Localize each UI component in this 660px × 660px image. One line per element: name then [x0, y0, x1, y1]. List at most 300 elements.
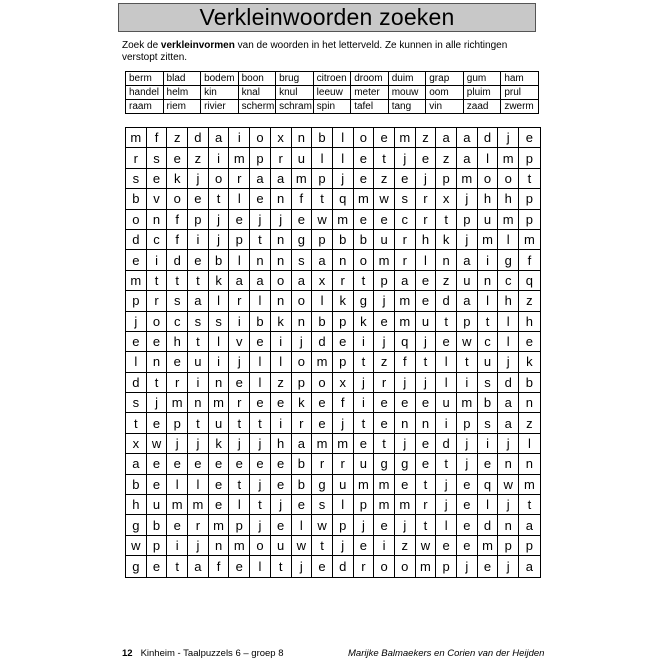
grid-cell: u — [457, 271, 478, 291]
grid-cell: n — [333, 250, 354, 270]
grid-cell: t — [147, 271, 168, 291]
grid-cell: j — [395, 515, 416, 535]
grid-cell: l — [436, 373, 457, 393]
grid-cell: t — [312, 536, 333, 556]
grid-cell: s — [478, 413, 499, 433]
grid-cell: j — [229, 434, 250, 454]
grid-cell: r — [333, 271, 354, 291]
grid-cell: a — [250, 169, 271, 189]
word-row — [126, 72, 539, 86]
grid-cell: a — [436, 128, 457, 148]
grid-cell: b — [312, 128, 333, 148]
grid-cell: z — [436, 148, 457, 168]
grid-cell: o — [209, 169, 230, 189]
grid-cell: i — [209, 148, 230, 168]
grid-cell: u — [292, 148, 313, 168]
grid-cell: e — [354, 210, 375, 230]
grid-cell: e — [147, 556, 168, 576]
grid-cell: e — [354, 536, 375, 556]
grid-cell: p — [229, 515, 250, 535]
grid-cell: b — [478, 393, 499, 413]
word-list-table — [125, 71, 539, 114]
grid-cell: m — [374, 250, 395, 270]
grid-cell: s — [209, 312, 230, 332]
grid-cell: i — [271, 413, 292, 433]
grid-cell: q — [333, 189, 354, 209]
grid-cell: g — [292, 230, 313, 250]
grid-cell: j — [416, 169, 437, 189]
grid-cell: h — [519, 312, 540, 332]
grid-cell: b — [147, 515, 168, 535]
grid-cell: i — [478, 434, 499, 454]
grid-cell: j — [333, 169, 354, 189]
grid-cell: e — [188, 454, 209, 474]
grid-cell: o — [354, 250, 375, 270]
grid-cell: n — [209, 536, 230, 556]
grid-cell: m — [312, 434, 333, 454]
grid-cell: e — [167, 148, 188, 168]
word-cell: leeuw — [313, 86, 351, 100]
grid-cell: g — [126, 515, 147, 535]
grid-cell: r — [416, 189, 437, 209]
instructions-suffix: van de woorden in het letterveld. Ze kunnen in alle richtingen verstopt zitten. — [122, 40, 508, 63]
grid-cell: e — [416, 454, 437, 474]
word-cell: duim — [388, 72, 426, 86]
grid-cell: z — [416, 128, 437, 148]
grid-cell: j — [498, 434, 519, 454]
grid-cell: n — [292, 128, 313, 148]
word-cell: bodem — [201, 72, 239, 86]
grid-cell: n — [478, 271, 499, 291]
grid-cell: b — [292, 454, 313, 474]
grid-cell: n — [271, 189, 292, 209]
grid-cell: k — [209, 271, 230, 291]
grid-cell: p — [374, 271, 395, 291]
grid-cell: a — [209, 128, 230, 148]
grid-cell: w — [498, 475, 519, 495]
grid-cell: j — [498, 352, 519, 372]
grid-cell: e — [374, 128, 395, 148]
grid-cell: n — [498, 515, 519, 535]
grid-cell: e — [416, 393, 437, 413]
grid-cell: d — [333, 556, 354, 576]
grid-cell: h — [478, 189, 499, 209]
grid-cell: k — [519, 352, 540, 372]
grid-cell: o — [498, 169, 519, 189]
grid-cell: i — [271, 332, 292, 352]
grid-cell: m — [498, 210, 519, 230]
grid-cell: t — [457, 352, 478, 372]
grid-cell: l — [250, 556, 271, 576]
grid-cell: m — [519, 230, 540, 250]
grid-cell: e — [478, 454, 499, 474]
grid-cell: w — [312, 515, 333, 535]
grid-cell: m — [188, 495, 209, 515]
grid-cell: o — [354, 128, 375, 148]
grid-cell: p — [333, 352, 354, 372]
grid-cell: a — [498, 393, 519, 413]
grid-cell: z — [519, 291, 540, 311]
grid-cell: o — [292, 352, 313, 372]
grid-cell: l — [250, 352, 271, 372]
grid-cell: l — [312, 291, 333, 311]
grid-cell: l — [436, 352, 457, 372]
grid-cell: q — [478, 475, 499, 495]
grid-cell: k — [292, 393, 313, 413]
grid-cell: n — [147, 352, 168, 372]
grid-cell: k — [354, 312, 375, 332]
grid-cell: c — [478, 332, 499, 352]
grid-cell: l — [167, 475, 188, 495]
grid-cell: l — [271, 352, 292, 372]
grid-cell: j — [292, 332, 313, 352]
grid-cell: z — [374, 352, 395, 372]
grid-cell: n — [519, 393, 540, 413]
word-cell: pluim — [463, 86, 501, 100]
grid-cell: m — [395, 291, 416, 311]
grid-cell: m — [333, 434, 354, 454]
grid-cell: j — [457, 454, 478, 474]
grid-cell: d — [436, 434, 457, 454]
grid-cell: e — [147, 454, 168, 474]
grid-cell: r — [271, 148, 292, 168]
grid-cell: e — [354, 169, 375, 189]
grid-cell: t — [271, 556, 292, 576]
grid-cell: n — [416, 413, 437, 433]
grid-cell: x — [436, 189, 457, 209]
grid-cell: e — [271, 475, 292, 495]
grid-cell: p — [229, 230, 250, 250]
grid-cell: p — [312, 230, 333, 250]
grid-cell: e — [478, 556, 499, 576]
letter-grid — [125, 127, 541, 578]
grid-cell: m — [209, 393, 230, 413]
grid-cell: j — [250, 434, 271, 454]
grid-cell: x — [312, 271, 333, 291]
grid-cell: n — [209, 373, 230, 393]
grid-cell: s — [188, 312, 209, 332]
grid-cell: t — [354, 413, 375, 433]
grid-cell: j — [333, 536, 354, 556]
grid-cell: e — [126, 332, 147, 352]
word-cell: vin — [426, 100, 464, 114]
grid-cell: j — [188, 434, 209, 454]
grid-cell: p — [292, 373, 313, 393]
grid-cell: e — [457, 495, 478, 515]
grid-cell: e — [147, 332, 168, 352]
word-row — [126, 86, 539, 100]
grid-cell: l — [250, 373, 271, 393]
grid-cell: r — [395, 250, 416, 270]
grid-cell: n — [292, 312, 313, 332]
grid-cell: r — [229, 291, 250, 311]
grid-cell: a — [457, 291, 478, 311]
grid-cell: e — [395, 169, 416, 189]
grid-cell: m — [354, 475, 375, 495]
grid-cell: j — [498, 556, 519, 576]
grid-cell: e — [312, 413, 333, 433]
grid-cell: o — [271, 271, 292, 291]
grid-cell: o — [395, 556, 416, 576]
grid-cell: z — [271, 373, 292, 393]
grid-cell: e — [292, 210, 313, 230]
grid-cell: t — [209, 189, 230, 209]
grid-cell: t — [312, 189, 333, 209]
grid-cell: e — [519, 128, 540, 148]
grid-cell: z — [395, 536, 416, 556]
grid-cell: d — [126, 373, 147, 393]
grid-cell: j — [498, 128, 519, 148]
grid-cell: t — [416, 352, 437, 372]
grid-cell: t — [188, 332, 209, 352]
grid-cell: i — [478, 250, 499, 270]
grid-cell: t — [416, 475, 437, 495]
grid-cell: k — [271, 312, 292, 332]
grid-cell: p — [126, 291, 147, 311]
grid-cell: j — [416, 332, 437, 352]
grid-cell: a — [498, 413, 519, 433]
grid-cell: t — [188, 413, 209, 433]
grid-cell: l — [498, 312, 519, 332]
book-title: Kinheim - Taalpuzzels 6 – groep 8 — [140, 648, 284, 659]
grid-cell: i — [354, 332, 375, 352]
grid-cell: b — [354, 230, 375, 250]
grid-cell: m — [395, 495, 416, 515]
grid-cell: j — [354, 515, 375, 535]
grid-cell: s — [478, 373, 499, 393]
grid-cell: o — [374, 556, 395, 576]
grid-cell: m — [416, 556, 437, 576]
word-cell: raam — [126, 100, 164, 114]
grid-cell: p — [519, 210, 540, 230]
grid-cell: l — [229, 250, 250, 270]
grid-cell: l — [126, 352, 147, 372]
grid-cell: j — [250, 475, 271, 495]
grid-cell: m — [209, 515, 230, 535]
grid-cell: m — [395, 312, 416, 332]
grid-cell: l — [312, 148, 333, 168]
grid-cell: e — [354, 434, 375, 454]
grid-cell: e — [374, 393, 395, 413]
grid-cell: i — [354, 393, 375, 413]
grid-cell: p — [333, 312, 354, 332]
grid-cell: i — [229, 128, 250, 148]
grid-cell: b — [333, 230, 354, 250]
word-cell: tang — [388, 100, 426, 114]
grid-cell: z — [436, 271, 457, 291]
grid-cell: h — [498, 189, 519, 209]
grid-cell: e — [519, 332, 540, 352]
grid-cell: m — [333, 210, 354, 230]
grid-cell: e — [167, 352, 188, 372]
grid-cell: g — [126, 556, 147, 576]
word-cell: berm — [126, 72, 164, 86]
grid-cell: c — [167, 312, 188, 332]
grid-cell: e — [271, 393, 292, 413]
word-cell: schram — [276, 100, 314, 114]
grid-cell: z — [519, 413, 540, 433]
grid-cell: e — [292, 495, 313, 515]
word-cell: oom — [426, 86, 464, 100]
grid-cell: m — [312, 352, 333, 372]
grid-cell: p — [147, 536, 168, 556]
grid-cell: i — [188, 230, 209, 250]
grid-cell: l — [498, 332, 519, 352]
grid-cell: w — [457, 332, 478, 352]
grid-cell: e — [354, 148, 375, 168]
grid-cell: d — [478, 515, 499, 535]
grid-cell: n — [271, 230, 292, 250]
grid-cell: l — [333, 128, 354, 148]
grid-cell: i — [229, 312, 250, 332]
grid-cell: e — [229, 210, 250, 230]
grid-cell: j — [292, 556, 313, 576]
grid-cell: u — [478, 210, 499, 230]
grid-cell: r — [333, 454, 354, 474]
grid-cell: u — [147, 495, 168, 515]
grid-cell: g — [312, 475, 333, 495]
grid-cell: t — [354, 271, 375, 291]
grid-cell: x — [271, 128, 292, 148]
grid-cell: o — [147, 312, 168, 332]
grid-cell: p — [457, 312, 478, 332]
grid-cell: l — [250, 291, 271, 311]
grid-cell: v — [147, 189, 168, 209]
word-cell: handel — [126, 86, 164, 100]
grid-cell: p — [436, 169, 457, 189]
grid-cell: d — [498, 373, 519, 393]
grid-cell: n — [271, 250, 292, 270]
instructions-prefix: Zoek de — [122, 40, 161, 51]
grid-cell: m — [374, 495, 395, 515]
grid-cell: e — [229, 556, 250, 576]
grid-cell: d — [188, 128, 209, 148]
grid-cell: n — [147, 210, 168, 230]
grid-cell: m — [126, 128, 147, 148]
grid-cell: e — [457, 536, 478, 556]
grid-cell: m — [167, 393, 188, 413]
grid-cell: e — [250, 454, 271, 474]
grid-cell: m — [229, 148, 250, 168]
grid-cell: b — [126, 475, 147, 495]
grid-cell: p — [333, 515, 354, 535]
grid-cell: b — [126, 189, 147, 209]
word-cell: citroen — [313, 72, 351, 86]
grid-cell: t — [229, 413, 250, 433]
grid-cell: e — [229, 454, 250, 474]
grid-cell: q — [519, 271, 540, 291]
grid-cell: u — [416, 312, 437, 332]
grid-cell: m — [395, 128, 416, 148]
grid-cell: r — [147, 291, 168, 311]
word-cell: blad — [163, 72, 201, 86]
grid-cell: e — [374, 312, 395, 332]
grid-cell: t — [436, 454, 457, 474]
grid-cell: j — [395, 434, 416, 454]
word-cell: meter — [351, 86, 389, 100]
grid-cell: e — [457, 515, 478, 535]
grid-cell: j — [436, 495, 457, 515]
grid-cell: l — [333, 495, 354, 515]
grid-cell: e — [271, 515, 292, 535]
grid-cell: a — [126, 454, 147, 474]
word-cell: knal — [238, 86, 276, 100]
grid-cell: h — [498, 291, 519, 311]
word-cell: mouw — [388, 86, 426, 100]
grid-cell: j — [271, 495, 292, 515]
grid-cell: d — [312, 332, 333, 352]
grid-cell: u — [374, 230, 395, 250]
grid-cell: u — [271, 536, 292, 556]
grid-cell: h — [271, 434, 292, 454]
word-cell: grap — [426, 72, 464, 86]
grid-cell: g — [374, 454, 395, 474]
grid-cell: z — [188, 148, 209, 168]
grid-cell: e — [333, 332, 354, 352]
grid-cell: h — [167, 332, 188, 352]
grid-cell: t — [167, 556, 188, 576]
grid-cell: l — [333, 148, 354, 168]
word-cell: brug — [276, 72, 314, 86]
grid-cell: w — [292, 536, 313, 556]
grid-cell: j — [457, 556, 478, 576]
grid-cell: j — [188, 536, 209, 556]
grid-cell: i — [188, 373, 209, 393]
grid-cell: a — [188, 291, 209, 311]
grid-cell: a — [525, 558, 534, 574]
grid-cell: t — [374, 148, 395, 168]
grid-cell: t — [519, 495, 540, 515]
grid-cell: e — [374, 515, 395, 535]
grid-cell: e — [271, 454, 292, 474]
grid-cell: e — [209, 475, 230, 495]
grid-cell: e — [312, 556, 333, 576]
grid-cell: l — [478, 495, 499, 515]
grid-cell: e — [395, 475, 416, 495]
grid-cell: t — [436, 312, 457, 332]
grid-cell: e — [188, 250, 209, 270]
word-cell: knul — [276, 86, 314, 100]
grid-cell: c — [395, 210, 416, 230]
grid-cell: m — [126, 271, 147, 291]
word-cell: ham — [501, 72, 539, 86]
grid-cell: d — [478, 128, 499, 148]
grid-cell: d — [126, 230, 147, 250]
grid-cell: r — [229, 169, 250, 189]
grid-cell: o — [126, 210, 147, 230]
grid-cell: j — [374, 332, 395, 352]
grid-cell: j — [374, 291, 395, 311]
grid-cell: j — [416, 373, 437, 393]
grid-cell: t — [167, 271, 188, 291]
grid-cell: p — [498, 536, 519, 556]
grid-cell: e — [167, 515, 188, 535]
grid-cell: k — [167, 169, 188, 189]
grid-cell: l — [478, 148, 499, 168]
grid-cell: i — [436, 413, 457, 433]
grid-cell: m — [457, 169, 478, 189]
grid-cell: j — [209, 230, 230, 250]
grid-cell: l — [292, 515, 313, 535]
grid-cell: i — [209, 352, 230, 372]
word-cell: droom — [351, 72, 389, 86]
grid-cell: p — [167, 413, 188, 433]
grid-cell: e — [147, 169, 168, 189]
grid-cell: j — [167, 434, 188, 454]
grid-cell: m — [478, 536, 499, 556]
grid-cell: n — [271, 291, 292, 311]
grid-cell: j — [457, 434, 478, 454]
